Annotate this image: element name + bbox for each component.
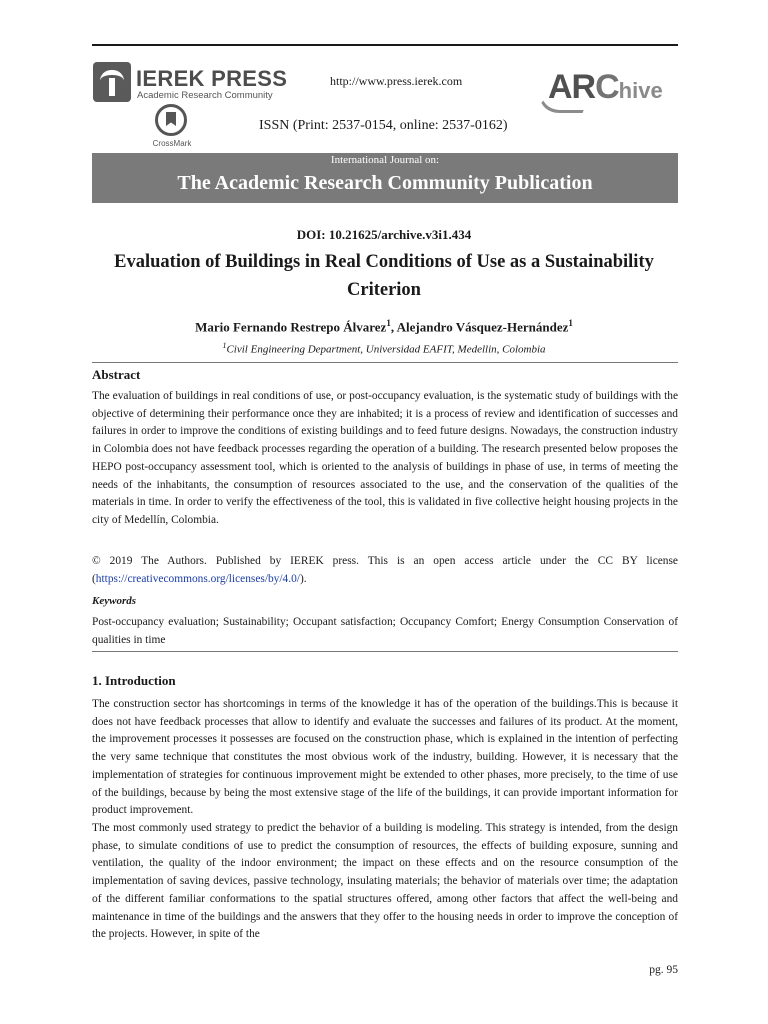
page-number: pg. 95	[649, 964, 678, 976]
affiliation-mark: 1	[222, 341, 227, 350]
article-title: Evaluation of Buildings in Real Conditions of Use as a Sustainability Criterion	[114, 252, 654, 300]
publisher-logo	[93, 62, 288, 104]
affiliation-text: Civil Engineering Department, Universidad EAFIT, Medellin, Colombia	[226, 343, 546, 356]
keywords-heading: Keywords	[92, 595, 136, 607]
abstract-top-rule	[92, 362, 678, 363]
crossmark-icon	[155, 104, 187, 136]
journal-logo-part3: hive	[618, 78, 663, 103]
journal-banner	[92, 153, 678, 203]
journal-logo	[536, 66, 680, 112]
license-end: ).	[299, 572, 307, 585]
intro-paragraph-2: The most commonly used strategy to predict the behavior of a building is modeling. This strategy is intended, from the design phase, to simulate conditions of use to predict the consumption of resources, the effects of building exposure, sunning and ventilation, the quality of the indoor environment; the impact on these effects and on the resource consumption of the implementation of saving devices, passive technology, insulating materials; the behavior of materials over time; the adaptation of the different familiar conformations to the spatial structures offered, among other factors that affect the well-being and maintenance in time of the buildings and the answers that they offer to the housing needs in order to improve the conception of the projects. However, in spite of the	[92, 822, 678, 941]
keywords-bottom-rule	[92, 651, 678, 652]
top-rule	[92, 44, 678, 46]
author-affiliation-mark: 1	[568, 318, 573, 328]
banner-label: International Journal on:	[330, 154, 440, 166]
intro-paragraph-1: The construction sector has shortcomings in terms of the knowledge it has of the operation of the buildings.This is because it does not have feedback processes that allow to identify and evaluate the successes and failures of its product. At the moment, the improvement processes it possesses are focused on the construction phase, which is explained in the intention of perfecting the very same technique that constitutes the most obvious work of the industry, building. However, it is necessary that the implementation of strategies for continuous improvement might be extended to other phases, more precisely, to the time of use of the buildings, because by being the most extensive stage of the life of the buildings, it can provide important information for product improvement.	[92, 698, 678, 817]
author-list	[0, 318, 768, 335]
journal-logo-wordmark	[548, 68, 663, 107]
journal-logo-part1: AR	[548, 68, 596, 106]
crossmark-badge[interactable]	[149, 104, 195, 152]
issn-line: ISSN (Print: 2537-0154, online: 2537-0162)	[259, 118, 508, 133]
license-statement	[92, 553, 678, 588]
license-link[interactable]: https://creativecommons.org/licenses/by/4.0/	[95, 572, 300, 585]
publisher-name: IEREK PRESS	[136, 66, 288, 91]
publisher-tagline: Academic Research Community	[137, 90, 273, 101]
section-heading: 1. Introduction	[92, 673, 176, 688]
abstract-heading: Abstract	[92, 367, 141, 382]
author-name: Mario Fernando Restrepo Álvarez	[195, 319, 387, 335]
author-name: Alejandro Vásquez-Hernández	[396, 319, 569, 335]
author-separator: ,	[390, 319, 397, 335]
affiliation	[0, 341, 768, 356]
license-text: © 2019 The Authors. Published by IEREK press. This is an open access article under the CC BY license (	[92, 555, 678, 585]
doi[interactable]: DOI: 10.21625/archive.v3i1.434	[296, 227, 472, 242]
journal-logo-part2: C	[595, 68, 619, 106]
crossmark-label: CrossMark	[152, 139, 192, 148]
abstract-text: The evaluation of buildings in real conditions of use, or post-occupancy evaluation, is the systematic study of buildings with the objective of determining their performance once they are inhabited; it is a process of review and identification of successes and failures in order to improve the conditions of existing buildings and to feed future designs. Nowadays, the construction industry in Colombia does not have feedback processes regarding the operation of a building. The research presented below proposes the HEPO post-occupancy assessment tool, which is oriented to the analysis of buildings in phase of use, in terms of meeting the needs of the inhabitants, the consumption of resources associated to the use, and the conservation of the qualities of the materials in time. In order to verify the effectiveness of the tool, this is validated in five collective height housing projects in the city of Medellín, Colombia.	[92, 390, 678, 526]
journal-title: The Academic Research Community Publication	[177, 172, 593, 194]
keywords-text: Post-occupancy evaluation; Sustainability; Occupant satisfaction; Occupancy Comfort; Energy Consumption Conservation of qualities in time	[92, 616, 678, 646]
author-affiliation-mark: 1	[386, 318, 391, 328]
publisher-url[interactable]: http://www.press.ierek.com	[330, 74, 463, 88]
publisher-logo-icon	[93, 62, 131, 102]
